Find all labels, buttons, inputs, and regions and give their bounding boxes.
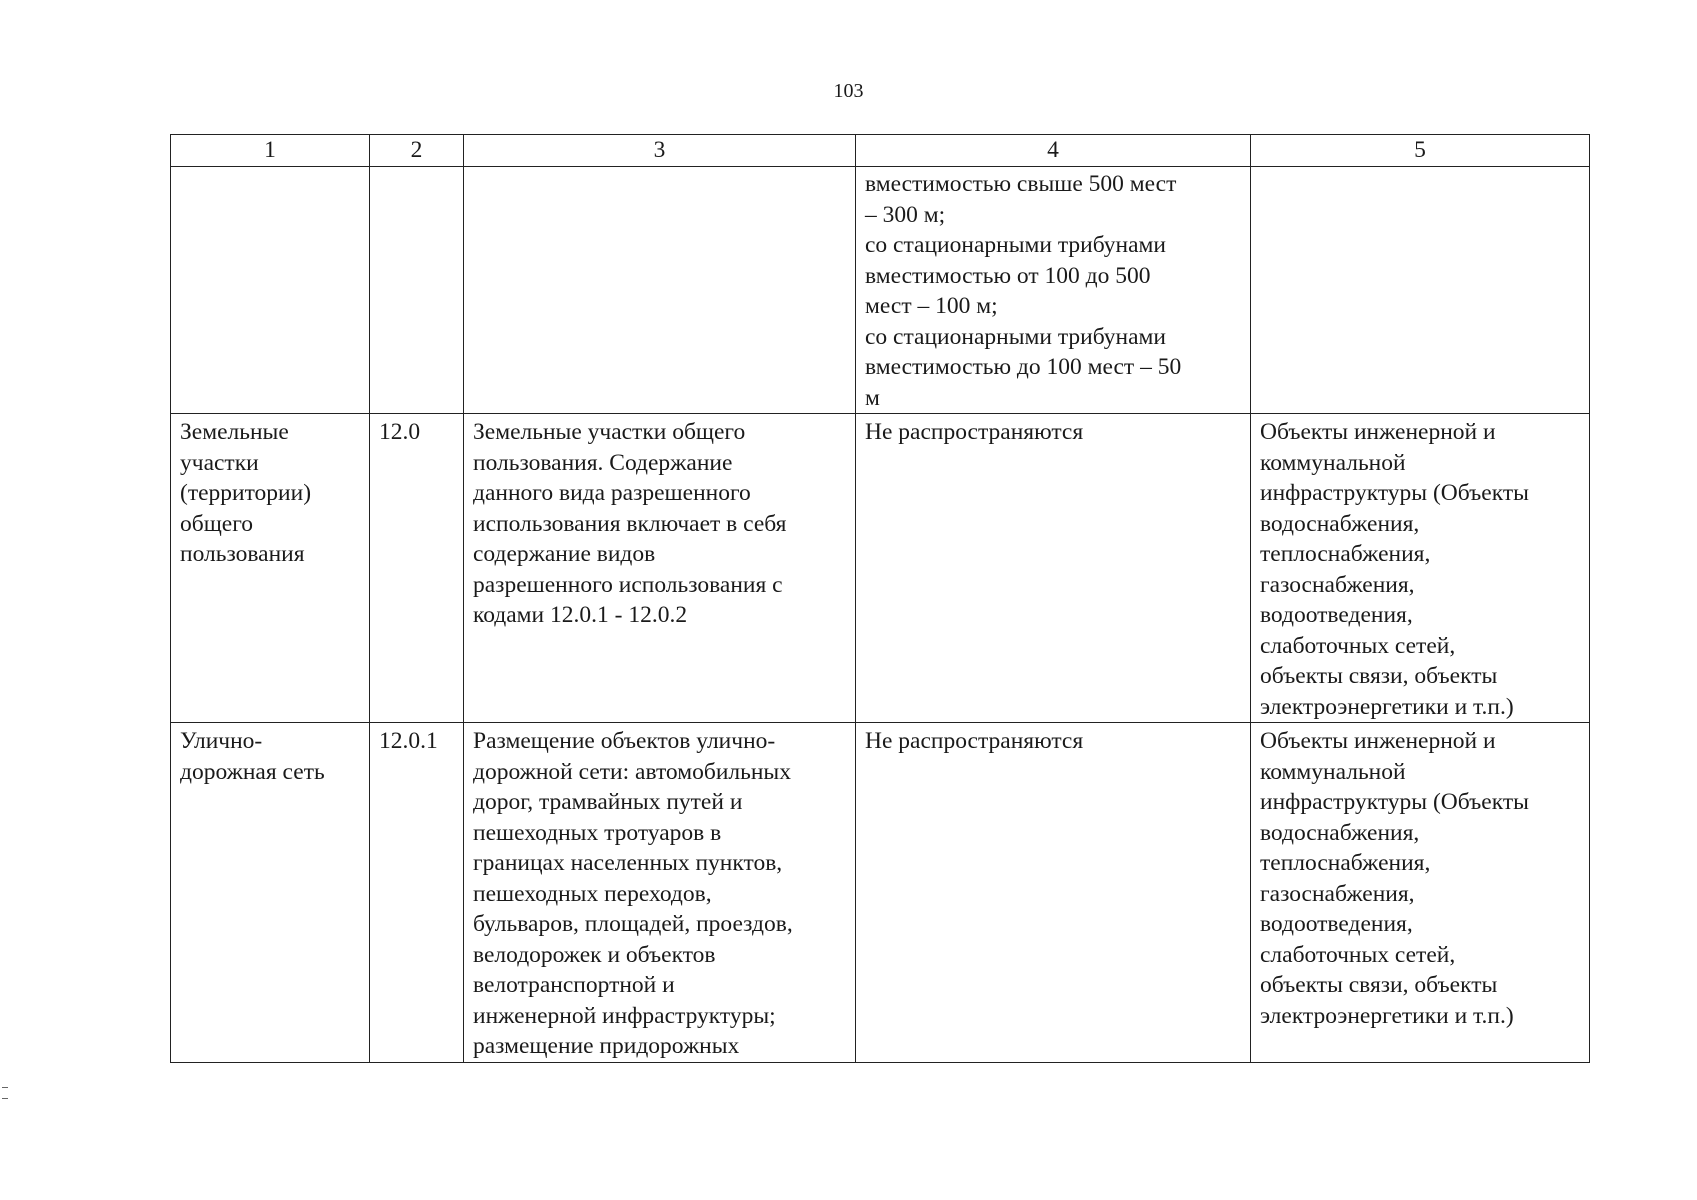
column-header-4: 4 [856,135,1251,167]
cell-text: Улично- дорожная сеть [180,728,325,785]
table-cell [370,414,464,723]
table-cell [370,723,464,1063]
table-cell [856,414,1251,723]
cell-text: Объекты инженерной и коммунальной инфраструктуры (Объекты водоснабжения, теплоснабжения, газоснабжения, водоотведения, слаботочных сетей, объекты связи, объекты электроэнергетики и т.п.) [1260,419,1529,720]
scan-edge-mark [2,1087,8,1099]
table-cell [1251,414,1590,723]
cell-text: 12.0.1 [379,728,438,754]
table-cell [856,723,1251,1063]
cell-text: Объекты инженерной и коммунальной инфраструктуры (Объекты водоснабжения, теплоснабжения, газоснабжения, водоотведения, слаботочных сетей, объекты связи, объекты электроэнергетики и т.п.) [1260,728,1529,1029]
table-row [171,167,1590,414]
column-header-2: 2 [370,135,464,167]
table-cell [464,414,856,723]
table-cell [370,167,464,414]
table-cell [464,723,856,1063]
table-row [171,723,1590,1063]
column-header-5: 5 [1251,135,1590,167]
cell-text: вместимостью свыше 500 мест – 300 м; со стационарными трибунами вместимостью от 100 до 500 мест – 100 м; со стационарными трибунами вместимостью до 100 мест – 50 м [865,171,1182,411]
table-cell [1251,723,1590,1063]
cell-text: 12.0 [379,419,421,445]
table-cell [1251,167,1590,414]
table-row [171,414,1590,723]
cell-text: Земельные участки общего пользования. Содержание данного вида разрешенного использования включает в себя содержание видов разрешенного использования с кодами 12.0.1 - 12.0.2 [473,419,787,628]
cell-text: Размещение объектов улично- дорожной сети: автомобильных дорог, трамвайных путей и пешеходных тротуаров в границах населенных пунктов, пешеходных переходов, бульваров, площадей, проездов, велодорожек и объектов велотранспортной и инженерной инфраструктуры; размещение придорожных [473,728,793,1059]
table-cell [171,723,370,1063]
cell-text: Не распространяются [865,419,1084,445]
table-cell [171,414,370,723]
page-number: 103 [833,80,864,102]
table-cell [856,167,1251,414]
table-header-row [171,135,1590,167]
table-cell [464,167,856,414]
document-table [170,134,1590,1063]
column-header-3: 3 [464,135,856,167]
column-header-1: 1 [171,135,370,167]
cell-text: Земельные участки (территории) общего пользования [180,419,312,567]
table-cell [171,167,370,414]
cell-text: Не распространяются [865,728,1084,754]
